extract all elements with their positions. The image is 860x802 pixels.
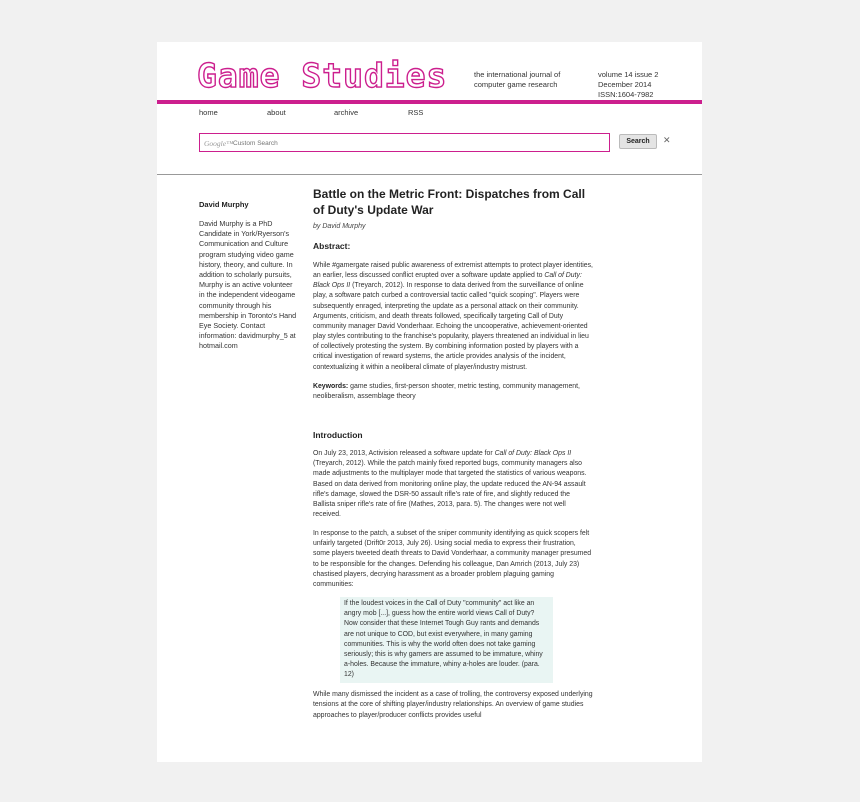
issue-issn: ISSN:1604-7982: [598, 90, 654, 99]
intro-p1-part-a: On July 23, 2013, Activision released a software update for: [313, 450, 495, 458]
byline-prefix: by: [313, 223, 321, 230]
keywords: [313, 382, 593, 402]
keywords-label: Keywords:: [313, 382, 349, 390]
sidebar-author-bio: David Murphy is a PhD Candidate in York/Ryerson's Communication and Culture program studying video game history, theory, and culture. In addition to scholarly pursuits, Murphy is an active volunteer in the independent videogame community through his membership in Toronto's Hand Eye Society. Contact information: davidmurphy_5 at hotmail.com: [199, 219, 297, 351]
main-nav: [157, 104, 702, 124]
abstract-heading: Abstract:: [313, 241, 351, 251]
nav-archive-link[interactable]: archive: [334, 108, 359, 117]
journal-page: [157, 42, 702, 762]
intro-p1-part-b: (Treyarch, 2012). While the patch mainly fixed reported bugs, community managers also made adjustments to the multiplayer mode that targeted the statistics of various weapons. Based on data derived from monitoring online play, the update reduced the AN-94 assault rifle's damage, slowed the DSR-50 assault rifle's rate of fire, and slightly reduced the Ballista sniper rifle's rate of fire (Mathes, 2013, para. 5). The changes were not well received.: [313, 460, 587, 518]
google-label: Google™: [204, 139, 234, 148]
search-bar: [157, 132, 702, 156]
keywords-list: game studies, first-person shooter, metric testing, community management, neoliberalism, assemblage theory: [313, 382, 580, 400]
introduction-heading: Introduction: [313, 430, 363, 441]
issue-volume: volume 14 issue 2: [598, 70, 659, 79]
search-field[interactable]: [199, 133, 610, 152]
abstract-part-b: (Treyarch, 2012). In response to data derived from the surveillance of online play, a software patch curbed a controversial tactic called "quick scoping". Players were subsequently enraged, interpreting the update as a personal attack on their community. Arguments, criticism, and death threats followed, specifically targeting Call of Duty community manager David Vonderhaar. Echoing the uncooperative, achievement-oriented play styles contributing to the franchise's popularity, players threatened an individual in lieu of collectively protesting the system. By combining information posted by players with a critical investigation of reward systems, the article provides analysis of the incident, contextualizing it within a neoliberal climate of player/industry mistrust.: [313, 282, 589, 371]
intro-paragraph-1: [313, 449, 593, 520]
search-input[interactable]: [233, 138, 593, 148]
nav-about-link[interactable]: about: [267, 108, 286, 117]
abstract-text: [313, 261, 593, 373]
issue-date: December 2014: [598, 80, 652, 89]
clear-icon[interactable]: ✕: [663, 135, 671, 145]
article-title: Battle on the Metric Front: Dispatches from Call of Duty's Update War: [313, 187, 586, 217]
byline-author: David Murphy: [322, 223, 366, 230]
tagline-line-1: the international journal of: [474, 70, 561, 79]
nav-rss-link[interactable]: RSS: [408, 108, 424, 117]
search-button[interactable]: Search: [619, 134, 657, 149]
intro-paragraph-3: While many dismissed the incident as a case of trolling, the controversy exposed underlying tensions at the core of shifting player/industry relationships. An overview of game studies approaches to player/producer conflicts provides useful: [313, 691, 593, 719]
issue-info: [598, 70, 698, 100]
abstract-game-title: Call of Duty: Black Ops II: [313, 272, 582, 290]
journal-tagline: [474, 70, 584, 90]
block-quote-text: If the loudest voices in the Call of Duty "community" act like an angry mob [...], guess how the entire world views Call of Duty? Now consider that these Internet Tough Guy rants and demands are not unique to COD, but exist everywhere, in many gaming communities. This is why the world often does not take gaming seriously; this is why gamers are assumed to be immature, whiny a-holes. Because the immature, whiny a-holes are louder. (para. 12): [344, 600, 543, 679]
article-byline: [313, 223, 593, 230]
article: [313, 187, 593, 721]
author-sidebar: [199, 200, 299, 352]
abstract-part-a: While #gamergate raised public awareness of extremist attempts to protect player identities, an earlier, less discussed conflict erupted over a software update applied to: [313, 262, 593, 280]
game-studies-logo[interactable]: Game Studies: [197, 56, 448, 95]
tagline-line-2: computer game research: [474, 80, 558, 89]
block-quote: [340, 597, 553, 683]
intro-paragraph-2: In response to the patch, a subset of the sniper community identifying as quick scopers felt unfairly targeted (Drift0r 2013, July 26). Using social media to express their frustration, some players tweeted death threats to David Vonderhaar, a community manager presumed to be responsible for the changes. Defending his colleague, Dan Amrich (2013, July 23) chastised players, decrying harassment as a broader problem plaguing gaming communities:: [313, 530, 592, 588]
section-divider: [157, 174, 702, 175]
sidebar-author-name: David Murphy: [199, 200, 249, 209]
nav-home-link[interactable]: home: [199, 108, 218, 117]
intro-p1-game-title: Call of Duty: Black Ops II: [494, 450, 572, 458]
